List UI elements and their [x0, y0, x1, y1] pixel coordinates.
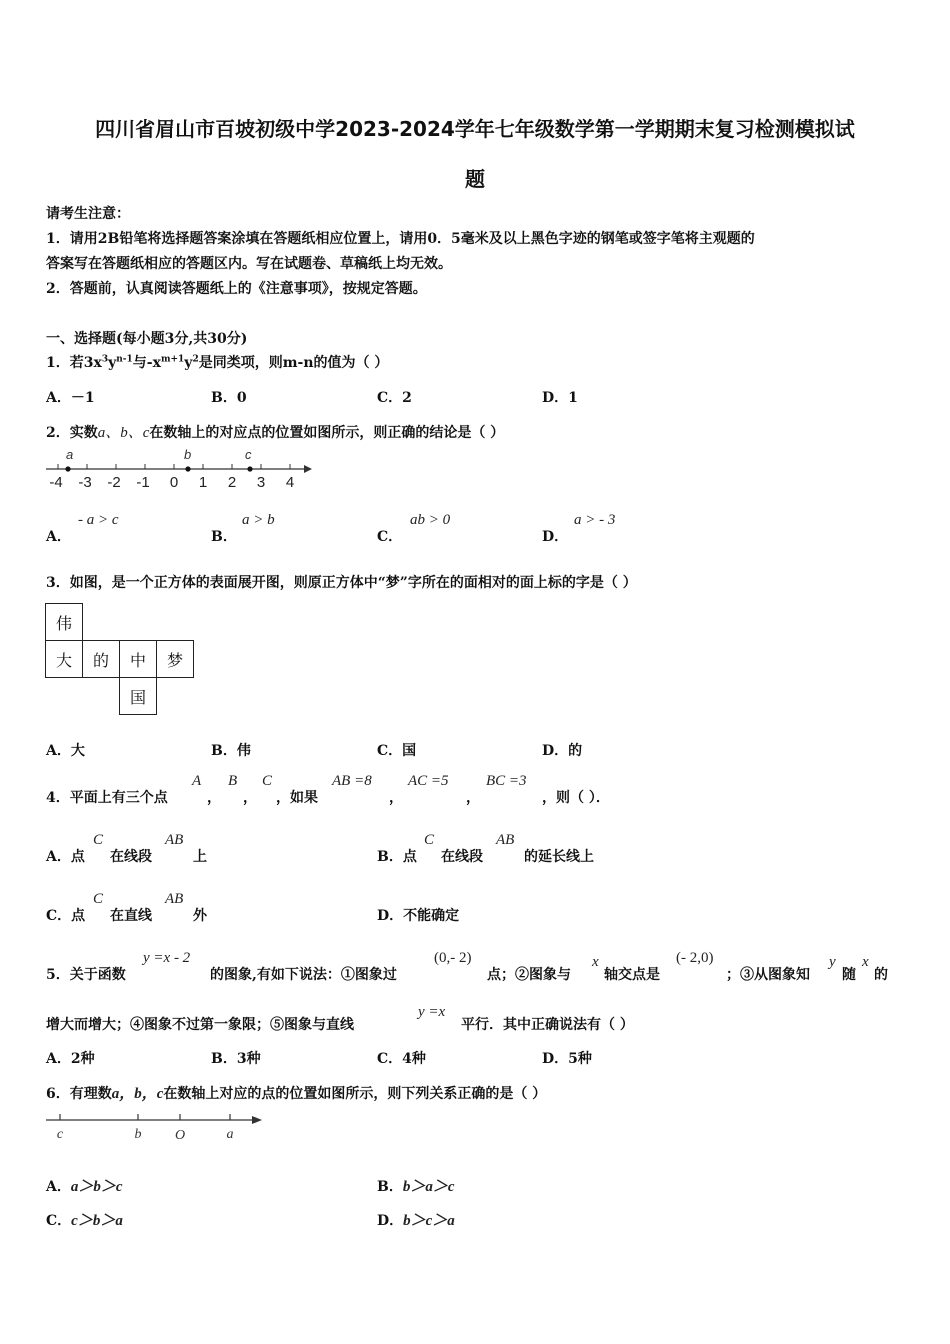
- ab-length: AB =8: [332, 773, 372, 789]
- net-face-dream: 梦: [157, 641, 194, 678]
- point-c-dot: [247, 466, 252, 471]
- q4-option-b-point: C: [424, 832, 435, 848]
- question-1-stem: 1．若$3x^3y^{n-1}$与$-x^{m+1}y^2$是同类项，则m-n的值为（ ）: [46, 354, 389, 371]
- q4-option-b-2: 在线段: [441, 849, 483, 865]
- notice-item-1b: 答案写在答题纸相应的答题区内。写在试题卷、草稿纸上均无效。: [46, 256, 452, 272]
- point-a: A: [192, 773, 202, 789]
- point-a-dot: [65, 466, 70, 471]
- tick-label: 4: [285, 474, 295, 491]
- q5-option-d: D．5种: [542, 1051, 592, 1067]
- number-line-q6: [42, 1108, 267, 1146]
- q4-option-d: D．不能确定: [377, 908, 460, 924]
- q4-option-c-seg: AB: [165, 891, 184, 907]
- q2-option-b-expr: a > b: [242, 512, 275, 528]
- number-line-q2: [42, 444, 317, 494]
- q6-option-b: B．b＞a＞c: [377, 1179, 455, 1195]
- notice-heading: 请考生注意：: [46, 206, 130, 222]
- function-expr: y =x - 2: [143, 950, 191, 966]
- q4-option-c-point: C: [93, 891, 104, 907]
- question-5-line2b: 平行．其中正确说法有（ ）: [461, 1017, 634, 1033]
- tick-label: 0: [169, 474, 179, 491]
- q3-option-d: D．的: [542, 743, 583, 759]
- q4-option-b-1: B．点: [377, 849, 417, 865]
- point-b-dot: [185, 466, 190, 471]
- tick-label: -2: [107, 474, 121, 491]
- question-3-stem: 3．如图，是一个正方体的表面展开图，则原正方体中“梦”字所在的面相对的面上标的字是（ ）: [46, 575, 637, 591]
- question-6-stem: 6．有理数a，b，c在数轴上对应的点的位置如图所示，则下列关系正确的是（ ）: [46, 1086, 547, 1102]
- q3-option-c: C．国: [377, 743, 417, 759]
- q4-option-c-2: 在直线: [110, 908, 152, 924]
- comma: ，: [207, 790, 221, 806]
- point-b-label: b: [134, 1127, 142, 1142]
- q4-option-a-1: A．点: [46, 849, 85, 865]
- net-face: 大: [46, 641, 83, 678]
- question-5-p1: 5．关于函数: [46, 967, 126, 983]
- q5-option-a: A．2种: [46, 1051, 95, 1067]
- q6-option-c: C．c＞b＞a: [46, 1213, 123, 1229]
- point-1: (0,- 2): [434, 950, 472, 966]
- point-a-label: a: [226, 1127, 234, 1142]
- q2-option-a-expr: - a > c: [78, 512, 119, 528]
- q4-option-c-1: C．点: [46, 908, 86, 924]
- comma: ，: [466, 790, 480, 806]
- question-5-p3: 点；②图象与: [487, 967, 571, 983]
- q6-option-a: A．a＞b＞c: [46, 1179, 123, 1195]
- cube-net: [45, 603, 194, 715]
- point-c: C: [262, 773, 273, 789]
- var-x: x: [592, 954, 599, 970]
- q4-option-a-point: C: [93, 832, 104, 848]
- question-5-p4: 轴交点是: [604, 967, 660, 983]
- section-heading: 一、选择题(每小题3分,共30分): [46, 331, 248, 347]
- q5-option-b: B．3种: [211, 1051, 261, 1067]
- point-c-label: c: [245, 447, 252, 462]
- tick-label: -3: [78, 474, 92, 491]
- var-x2: x: [862, 954, 869, 970]
- question-5-line2a: 增大而增大；④图象不过第一象限；⑤图象与直线: [46, 1017, 354, 1033]
- tick-label: -1: [136, 474, 150, 491]
- q6-option-d: D．b＞c＞a: [377, 1213, 455, 1229]
- q4-option-b-seg: AB: [496, 832, 515, 848]
- page-title-line1: 四川省眉山市百坡初级中学2023-2024学年七年级数学第一学期期末复习检测模拟试: [95, 117, 855, 141]
- q2-option-d-label: D．: [542, 529, 569, 545]
- net-face: 的: [83, 641, 120, 678]
- net-face-bottom: 国: [120, 678, 157, 715]
- var-y: y: [829, 954, 836, 970]
- origin-label: O: [174, 1128, 186, 1143]
- ac-length: AC =5: [408, 773, 449, 789]
- comma: ，: [243, 790, 257, 806]
- question-5-p6: 随: [842, 967, 856, 983]
- q2-option-a-label: A．: [46, 529, 71, 545]
- notice-item-1a: 1．请用2B铅笔将选择题答案涂填在答题纸相应位置上，请用0．5毫米及以上黑色字迹的钢笔或签字笔将主观题的: [46, 231, 755, 247]
- q2-option-d-expr: a > - 3: [574, 512, 616, 528]
- question-5-p2: 的图象,有如下说法：①图象过: [210, 967, 397, 983]
- q3-option-a: A．大: [46, 743, 85, 759]
- q3-option-b: B．伟: [211, 743, 251, 759]
- q1-option-c: C．2: [377, 390, 412, 406]
- comma: ，: [389, 790, 403, 806]
- q4-option-b-3: 的延长线上: [524, 849, 594, 865]
- point-2: (- 2,0): [676, 950, 714, 966]
- q4-option-a-2: 在线段: [110, 849, 152, 865]
- point-b-label: b: [184, 447, 192, 462]
- q2-option-c-expr: ab > 0: [410, 512, 451, 528]
- tick-label: 3: [256, 474, 266, 491]
- question-4-stem-a: 4．平面上有三个点: [46, 790, 168, 806]
- question-5-p7: 的: [874, 967, 888, 983]
- point-a-label: a: [66, 447, 74, 462]
- question-2-stem: 2．实数a、b、c在数轴上的对应点的位置如图所示，则正确的结论是（ ）: [46, 425, 505, 441]
- question-5-p5: ；③从图象知: [726, 967, 810, 983]
- point-b: B: [228, 773, 238, 789]
- notice-item-2: 2．答题前，认真阅读答题纸上的《注意事项》，按规定答题。: [46, 281, 427, 297]
- bc-length: BC =3: [486, 773, 527, 789]
- q2-option-b-label: B．: [211, 529, 237, 545]
- net-face-top: 伟: [46, 604, 83, 641]
- question-4-stem-b: ，如果: [276, 790, 318, 806]
- net-face: 中: [120, 641, 157, 678]
- q1-option-b: B．0: [211, 390, 247, 406]
- q1-option-a: A．－1: [46, 390, 95, 406]
- line-expr: y =x: [418, 1004, 446, 1020]
- q5-option-c: C．4种: [377, 1051, 426, 1067]
- q4-option-a-3: 上: [193, 849, 207, 865]
- q2-option-c-label: C．: [377, 529, 403, 545]
- point-c-label: c: [56, 1127, 64, 1142]
- q4-option-c-3: 外: [193, 908, 207, 924]
- page-title-line2: 题: [465, 167, 485, 191]
- tick-label: 2: [227, 474, 237, 491]
- q4-option-a-seg: AB: [165, 832, 184, 848]
- question-4-stem-c: ，则（ ）．: [542, 790, 610, 806]
- tick-label: -4: [49, 474, 63, 491]
- q1-option-d: D．1: [542, 390, 578, 406]
- tick-label: 1: [198, 474, 208, 491]
